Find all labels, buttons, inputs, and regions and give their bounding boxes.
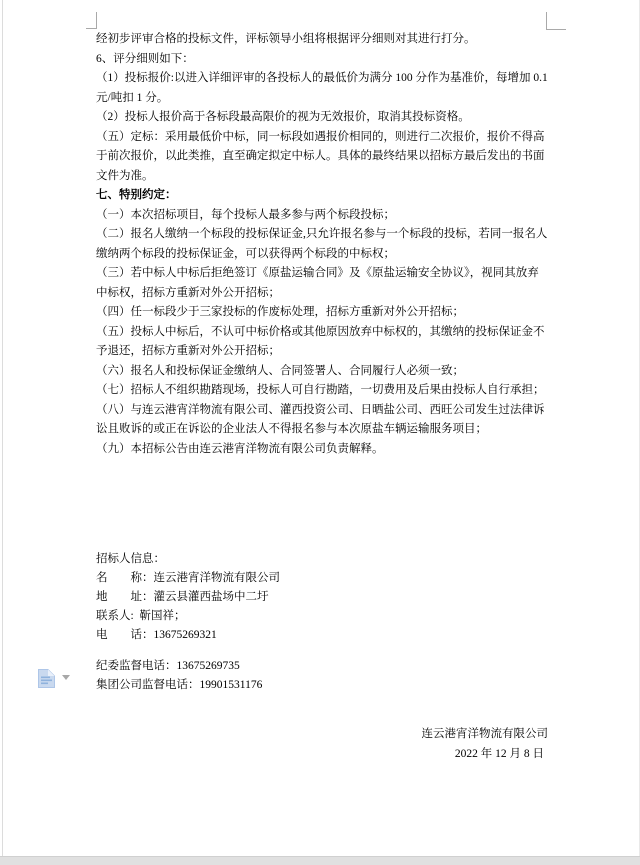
signature-block [96,725,548,764]
group-supervision-phone-line: 集团公司监督电话：19901531176 [96,679,263,691]
paragraph: （三）若中标人中标后拒绝签订《原盐运输合同》及《原盐运输安全协议》，视同其放弃中标权，招标方重新对外公开招标； [96,267,539,299]
paragraph: （七）招标人不组织勘踏现场，投标人可自行勘踏，一切费用及后果由投标人自行承担； [96,384,545,396]
supervision-phones [96,657,548,695]
document-icon [38,669,55,688]
bidder-phone-line: 电 话：13675269321 [96,629,217,641]
bidder-name-line: 名 称：连云港宵洋物流有限公司 [96,572,280,584]
bidder-contact-person-line: 联系人: 靳国祥； [96,610,186,622]
paragraph: 6、评分细则如下： [96,52,194,65]
chevron-down-icon [62,675,70,680]
signature-company: 连云港宵洋物流有限公司 [421,728,548,740]
bidder-info-heading: 招标人信息： [96,553,165,565]
document-body [96,30,551,764]
paragraph: 经初步评审合格的投标文件，评标领导小组将根据评分细则对其进行打分。 [96,33,476,45]
signature-date: 2022 年 12 月 8 日 [454,747,544,760]
paragraph: （1）投标报价:以进入详细评审的各投标人的最低价为满分 100 分作为基准价，每增加 0.1 元/吨扣 1 分。 [96,72,551,104]
paragraph: （二）报名人缴纳一个标段的投标保证金,只允许报名参与一个标段的投标，若同一报名人缴纳两个标段的投标保证金，可以获得两个标段的中标权； [96,228,548,260]
paragraph: （八）与连云港宵洋物流有限公司、灌西投资公司、日晒盐公司、西旺公司发生过法律诉讼且败诉的或正在诉讼的企业法人不得报名参与本次原盐车辆运输服务项目； [96,403,545,435]
text-boundary-mark-topright [546,12,566,30]
paragraph: （四）任一标段少于三家投标的作废标处理，招标方重新对外公开招标； [96,306,464,318]
paragraph: （五）投标人中标后，不认可中标价格或其他原因放弃中标权的，其缴纳的投标保证金不予退还，招标方重新对外公开招标； [96,325,545,357]
text-boundary-mark-topleft [86,12,97,29]
discipline-supervision-phone-line: 纪委监督电话：13675269735 [96,660,240,672]
paragraph: （九）本招标公告由连云港宵洋物流有限公司负责解释。 [96,442,384,455]
section-heading: 七、特别约定： [96,189,177,201]
paragraph: （六）报名人和投标保证金缴纳人、合同签署人、合同履行人必须一致； [96,364,464,377]
margin-marker[interactable] [38,669,70,688]
paragraph: （五）定标：采用最低价中标，同一标段如遇报价相同的，则进行二次报价，报价不得高于前次报价，以此类推，直至确定拟定中标人。具体的最终结果以招标方最后发出的书面文件为准。 [96,130,545,182]
bidder-info-block [96,550,548,695]
page-left-edge [2,0,3,857]
bidder-address-line: 地 址：灌云县灌西盐场中二圩 [96,591,269,603]
paragraph: （一）本次招标项目，每个投标人最多参与两个标段投标； [96,208,395,221]
paragraph: （2）投标人报价高于各标段最高限价的视为无效报价，取消其投标资格。 [96,111,470,123]
page-separator [0,856,640,865]
